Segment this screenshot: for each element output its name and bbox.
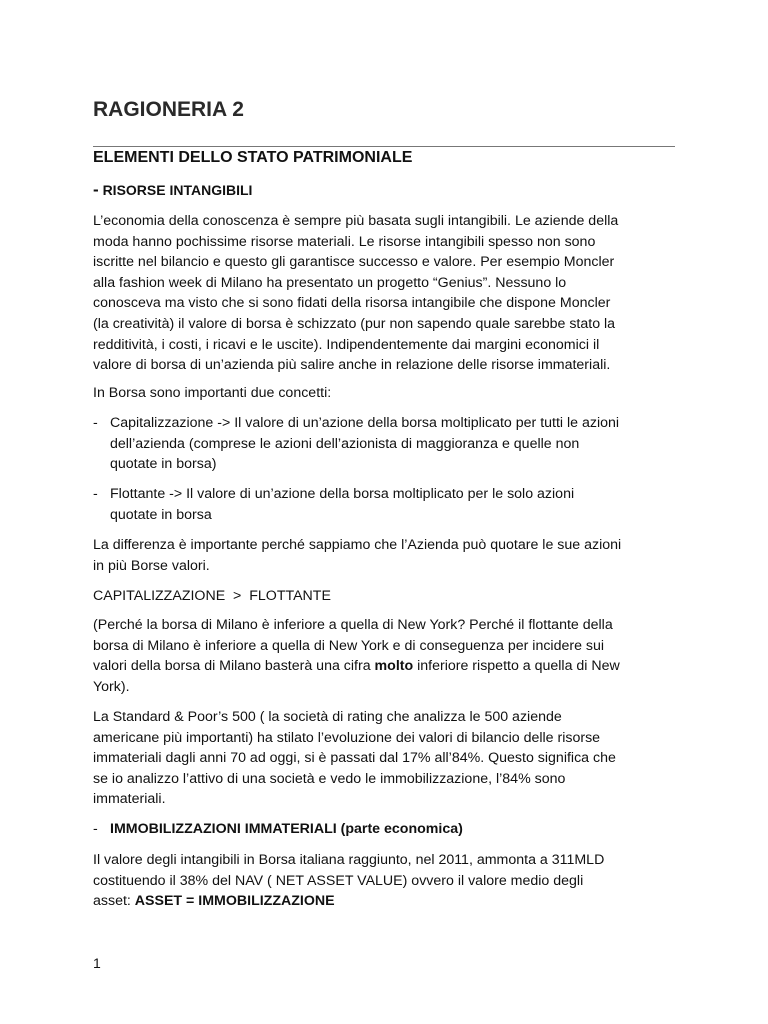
page-number: 1 <box>93 955 101 971</box>
paragraph-line: se io analizzo l’attivo di una società e vedo le immobilizzazione, l’84% sono <box>93 770 566 787</box>
paragraph-line <box>93 656 678 677</box>
paragraph-line: costituendo il 38% del NAV ( NET ASSET VALUE) ovvero il valore medio degli <box>93 872 584 889</box>
paragraph-differenza <box>93 535 678 576</box>
paragraph-line: York). <box>93 678 130 695</box>
bullet-line: quotate in borsa <box>110 506 212 523</box>
paragraph-line: redditività, i costi, i ricavi e le uscite). Indipendentemente dai margini economici il <box>93 336 600 353</box>
bullet-flottante <box>93 484 678 525</box>
bullet-body <box>110 484 678 525</box>
bullet-capitalizzazione <box>93 413 678 475</box>
paragraph-line: Il valore degli intangibili in Borsa italiana raggiunto, nel 2011, ammonta a 311MLD <box>93 852 605 868</box>
bullet-line: IMMOBILIZZAZIONI IMMATERIALI (parte economica) <box>110 821 463 837</box>
paragraph-line <box>93 891 678 912</box>
bullet-mark: - <box>93 821 98 837</box>
bullet-line: Flottante -> Il valore di un’azione della borsa moltiplicato per le solo azioni <box>110 486 575 502</box>
text-run: valori della borsa di Milano basterà una cifra <box>93 658 375 675</box>
paragraph-nav <box>93 850 678 912</box>
bullet-mark: - <box>93 486 98 502</box>
title-divider <box>93 146 675 147</box>
paragraph-line: borsa di Milano è inferiore a quella di New York e di conseguenza per incidere sui <box>93 637 605 654</box>
section-heading: ELEMENTI DELLO STATO PATRIMONIALE <box>93 149 413 166</box>
document-title: RAGIONERIA 2 <box>93 98 244 121</box>
bold-text: molto <box>374 658 414 675</box>
bullet-line: quotate in borsa) <box>110 456 217 473</box>
bullet-line: dell’azienda (comprese le azioni dell’azionista di maggioranza e quelle non <box>110 435 580 452</box>
paragraph-line: iscritte nel bilancio e questo gli garantisce successo e valore. Per esempio Moncler <box>93 254 615 271</box>
bullet-mark: - <box>93 415 98 431</box>
paragraph-line: in più Borse valori. <box>93 557 210 574</box>
paragraph-line: immateriali. <box>93 791 166 808</box>
paragraph-line: (la creatività) il valore di borsa è schizzato (pur non sapendo quale sarebbe stato la <box>93 315 616 332</box>
paragraph-intangibles <box>93 211 678 376</box>
paragraph-line: La Standard & Poor’s 500 ( la società di rating che analizza le 500 aziende <box>93 709 562 725</box>
paragraph-line: La differenza è importante perché sappiamo che l’Azienda può quotare le sue azioni <box>93 537 622 553</box>
paragraph-comparison <box>93 586 678 607</box>
subsection-heading <box>93 180 252 200</box>
paragraph-line: L’economia della conoscenza è sempre più basata sugli intangibili. Le aziende della <box>93 213 619 229</box>
text-run: asset: <box>93 893 135 910</box>
text-run: inferiore rispetto a quella di New <box>413 658 620 675</box>
bullet-body <box>110 413 678 475</box>
paragraph-line: CAPITALIZZAZIONE > FLOTTANTE <box>93 588 331 604</box>
bold-text: ASSET = IMMOBILIZZAZIONE <box>134 893 335 910</box>
paragraph-line: moda hanno pochissime risorse materiali. Le risorse intangibili spesso non sono <box>93 233 596 250</box>
bullet-line: Capitalizzazione -> Il valore di un’azione della borsa moltiplicato per tutti le azioni <box>110 415 620 431</box>
paragraph-sp500 <box>93 707 678 810</box>
paragraph-line: immateriali dagli anni 70 ad oggi, si è passati dal 17% all’84%. Questo significa che <box>93 750 616 767</box>
bullet-body <box>110 819 678 840</box>
paragraph-line: conosceva ma visto che si sono fidati della risorsa intangibile che dispone Moncler <box>93 295 611 312</box>
paragraph-borsa-concepts <box>93 383 678 404</box>
subsection-heading-text: RISORSE INTANGIBILI <box>102 182 253 198</box>
paragraph-line: americane più importanti) ha stilato l’evoluzione dei valori di bilancio delle risorse <box>93 729 601 746</box>
paragraph-milano-newyork <box>93 615 678 697</box>
paragraph-line: In Borsa sono importanti due concetti: <box>93 385 332 401</box>
paragraph-line: (Perché la borsa di Milano è inferiore a quella di New York? Perché il flottante della <box>93 617 613 633</box>
subsection-dash: - <box>93 180 99 199</box>
bullet-immobilizzazioni <box>93 819 678 840</box>
paragraph-line: alla fashion week di Milano ha presentato un progetto “Genius”. Nessuno lo <box>93 274 567 291</box>
paragraph-line: valore di borsa di un’azienda più salire anche in relazione delle risorse immateriali. <box>93 357 611 374</box>
